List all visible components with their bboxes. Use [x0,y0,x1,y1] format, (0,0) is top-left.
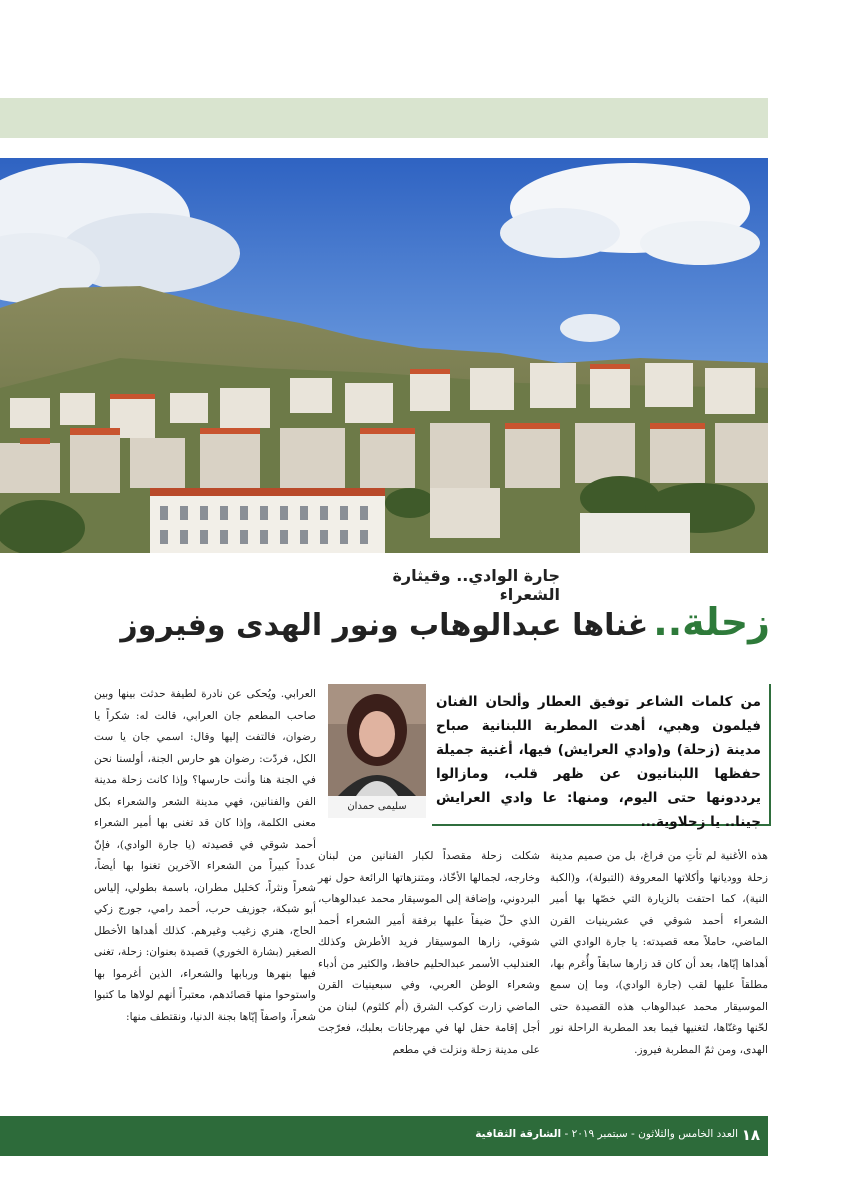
headline-rest: غناها عبدالوهاب ونور الهدى وفيروز [120,608,649,643]
footer-issue-info [475,1128,738,1140]
top-band [0,98,768,138]
kicker-subtitle: جارة الوادي.. وقيثارة الشعراء [392,566,560,604]
author-photo [328,684,426,796]
city-landscape-image [0,158,768,553]
headline-city: زحلة.. [653,600,770,644]
page-footer [0,1116,768,1156]
article-headline [80,600,770,658]
page-number: ١٨ [741,1126,760,1144]
author-portrait-image [328,684,426,796]
hero-photo-zahle [0,158,768,553]
issue-text: العدد الخامس والثلاثون - سبتمبر ٢٠١٩ - [564,1128,738,1140]
article-column-left: العرابي. ويُحكى عن نادرة لطيفة حدثت بينها وبين صاحب المطعم جان العرابي، قالت له: شكراً يا رضوان، فالتفت إليها وقال: اسمي جان يا ست الكل، فردّت: رضوان هو حارس الجنة، أولسنا نحن في الجنة هنا وأنت حارسها؟ وإذا كانت زحلة مدينة الفن والفنانين، فهي مدينة الشعر والشعراء بكل معنى الكلمة، وإذا كان قد تغنى بها أمير الشعراء أحمد شوقي في قصيدته (يا جارة الوادي)، فإنّ عدداً كبيراً من الشعراء الآخرين تغنوا بها أيضاً، شعراً ونثراً، كخليل مطران، باسمة بطولي، إلياس أبو شبكة، جوزيف حرب، أحمد رامي، جورج زكي الحاج، هنري زغيب وغيرهم. كذلك أهداها الأخطل الصغير (بشارة الخوري) قصيدة بعنوان: زحلة، تغنى فيها بنهرها وربابها والشعراء، الذين أغرموا بها واستوحوا منها قصائدهم، معتبراً أنهم لولاها ما كتبوا شعراً، واصفاً إيّاها بجنة الدنيا، ونقتطف منها: [94,688,316,1023]
magazine-name: الشارقة الثقافية [475,1128,562,1140]
article-column-middle: شكلت زحلة مقصداً لكبار الفنانين من لبنان وخارجه، لجمالها الأخّاذ، ومتنزهاتها الرائعة حول نهر البردوني، وإضافة إلى الموسيقار محمد عبدالوهاب، الذي حلّ ضيفاً عليها برفقة أمير الشعراء أحمد شوقي، زارها الموسيقار فريد الأطرش وكذلك العندليب الأسمر عبدالحليم حافظ، والكثير من أدباء وشعراء الوطن العربي، وفي سبعينيات القرن الماضي زارت كوكب الشرق (أم كلثوم) لبنان من أجل إقامة حفل لها في مهرجانات بعلبك، فعرّجت على مدينة زحلة ونزلت في مطعم [318,850,540,1056]
intro-paragraph: من كلمات الشاعر توفيق العطار وألحان الفنان فيلمون وهبي، أهدت المطربة اللبنانية صباح مدينة (زحلة) و(وادي العرايش) فيها، أغنية جميلة حفظها اللبنانيون عن ظهر قلب، ومازالوا يرددونها حتى اليوم، ومنها: عا وادي العرايش جينا.. يا زحلاوية... [436,694,761,830]
article-column-right: هذه الأغنية لم تأتِ من فراغ، بل من صميم مدينة زحلة ووديانها وأكلاتها المعروفة (التبولة)، و(الكبة النية)، كما احتفت بالزيارة التي خصّها بها أمير الشعراء أحمد شوقي في عشرينيات القرن الماضي، حاملاً معه قصيدته: يا جارة الوادي التي أهداها إيّاها، بعد أن كان قد زارها سابقاً وأُغرم بها، مطلقاً عليها لقب (جارة الوادي)، وما إن سمع الموسيقار محمد عبدالوهاب هذه القصيدة حتى لحّنها وغنّاها، لتغنيها فيما بعد المطربة الراحلة نور الهدى، ومن ثمّ المطربة فيروز. [550,850,768,1056]
author-name: سليمى حمدان [328,796,426,818]
